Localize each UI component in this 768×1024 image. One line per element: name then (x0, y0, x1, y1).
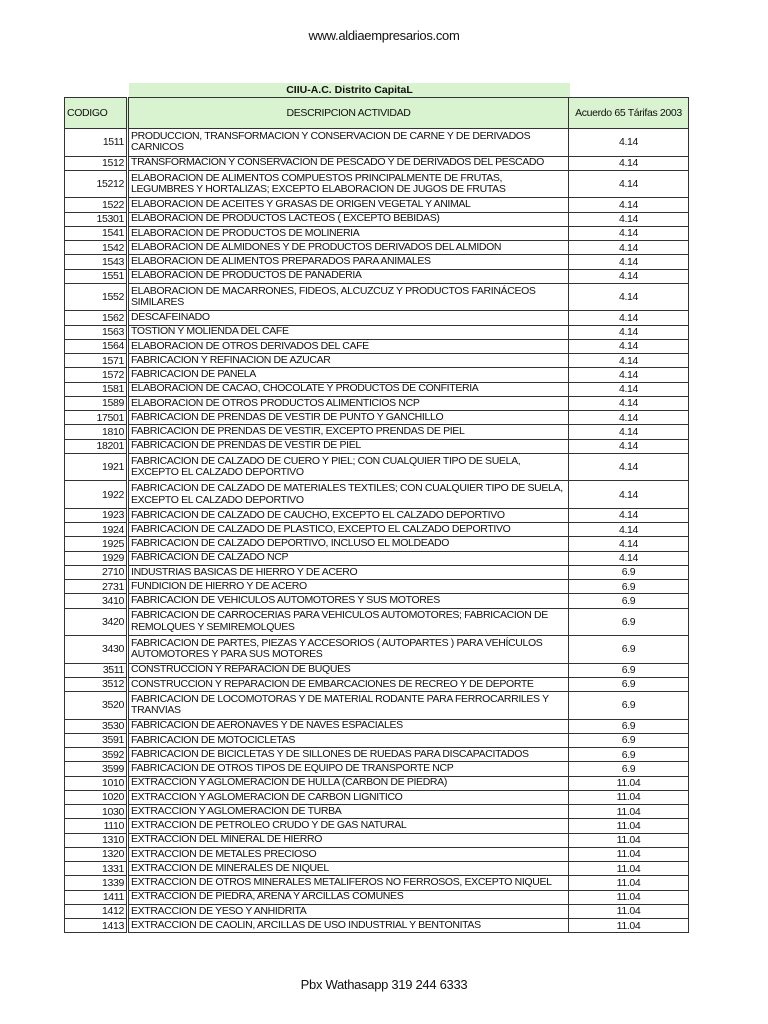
activity-description: FABRICACION DE CALZADO DE CAUCHO, EXCEPTO EL CALZADO DEPORTIVO (128, 508, 569, 522)
activity-code: 3592 (65, 748, 128, 762)
table-row (65, 890, 689, 904)
table-row (65, 198, 689, 212)
activity-tarifa: 6.9 (569, 748, 689, 762)
table-row (65, 636, 689, 664)
table-row (65, 339, 689, 353)
table-row (65, 481, 689, 509)
table-row (65, 226, 689, 240)
table-row (65, 608, 689, 636)
footer-contact: Pbx Wathasapp 319 244 6333 (300, 977, 468, 992)
activity-description: FABRICACION DE CALZADO DE CUERO Y PIEL; CON CUALQUIER TIPO DE SUELA, EXCEPTO EL CALZADO DEPORTIVO (128, 453, 569, 481)
activity-code: 3420 (65, 608, 128, 636)
table-row (65, 733, 689, 747)
activity-code: 3410 (65, 594, 128, 608)
activity-tarifa: 6.9 (569, 719, 689, 733)
activity-tarifa: 4.14 (569, 453, 689, 481)
activity-tarifa: 6.9 (569, 692, 689, 720)
activity-description: EXTRACCION Y AGLOMERACION DE TURBA (128, 805, 569, 819)
table-row (65, 919, 689, 933)
activity-tarifa: 4.14 (569, 269, 689, 283)
activity-description: ELABORACION DE ALIMENTOS COMPUESTOS PRINCIPALMENTE DE FRUTAS, LEGUMBRES Y HORTALIZAS; EXCEPTO ELABORACION DE JUGOS DE FRUTAS (128, 170, 569, 198)
activity-code: 1010 (65, 776, 128, 790)
activity-tarifa: 11.04 (569, 805, 689, 819)
table-row (65, 748, 689, 762)
activity-code: 1339 (65, 876, 128, 890)
activity-description: FABRICACION DE CALZADO DE MATERIALES TEXTILES; CON CUALQUIER TIPO DE SUELA, EXCEPTO EL CALZADO DEPORTIVO (128, 481, 569, 509)
activity-code: 1572 (65, 368, 128, 382)
activity-code: 17501 (65, 411, 128, 425)
activity-code: 3530 (65, 719, 128, 733)
activity-tarifa: 4.14 (569, 226, 689, 240)
activity-code: 1543 (65, 255, 128, 269)
table-row (65, 396, 689, 410)
activity-code: 1923 (65, 508, 128, 522)
activity-tarifa: 4.14 (569, 537, 689, 551)
table-row (65, 508, 689, 522)
activity-description: ELABORACION DE OTROS PRODUCTOS ALIMENTICIOS NCP (128, 396, 569, 410)
activity-tarifa: 4.14 (569, 439, 689, 453)
activity-description: ELABORACION DE MACARRONES, FIDEOS, ALCUZCUZ Y PRODUCTOS FARINÁCEOS SIMILARES (128, 283, 569, 311)
activity-code: 1331 (65, 862, 128, 876)
table-row (65, 876, 689, 890)
activity-tarifa: 4.14 (569, 382, 689, 396)
activity-description: ELABORACION DE CACAO, CHOCOLATE Y PRODUCTOS DE CONFITERIA (128, 382, 569, 396)
activity-code: 1522 (65, 198, 128, 212)
activity-code: 1413 (65, 919, 128, 933)
activity-description: FABRICACION DE PARTES, PIEZAS Y ACCESORIOS ( AUTOPARTES ) PARA VEHÍCULOS AUTOMOTORES Y PARA SUS MOTORES (128, 636, 569, 664)
activity-tarifa: 11.04 (569, 919, 689, 933)
activity-tarifa: 4.14 (569, 523, 689, 537)
table-row (65, 425, 689, 439)
activity-code: 1564 (65, 339, 128, 353)
activity-tarifa: 4.14 (569, 156, 689, 170)
activity-description: FABRICACION DE AERONAVES Y DE NAVES ESPACIALES (128, 719, 569, 733)
activity-description: ELABORACION DE ALMIDONES Y DE PRODUCTOS DERIVADOS DEL ALMIDON (128, 241, 569, 255)
activity-description: EXTRACCION Y AGLOMERACION DE CARBON LIGNITICO (128, 790, 569, 804)
activity-code: 2731 (65, 580, 128, 594)
activity-code: 1541 (65, 226, 128, 240)
activity-tarifa: 6.9 (569, 733, 689, 747)
activity-description: FABRICACION DE CALZADO DEPORTIVO, INCLUSO EL MOLDEADO (128, 537, 569, 551)
activity-tarifa: 11.04 (569, 890, 689, 904)
activity-code: 1551 (65, 269, 128, 283)
activity-description: CONSTRUCCION Y REPARACION DE EMBARCACIONES DE RECREO Y DE DEPORTE (128, 677, 569, 691)
activity-code: 1924 (65, 523, 128, 537)
activity-description: EXTRACCION DE YESO Y ANHIDRITA (128, 904, 569, 918)
activity-description: ELABORACION DE ACEITES Y GRASAS DE ORIGEN VEGETAL Y ANIMAL (128, 198, 569, 212)
table-row (65, 719, 689, 733)
table-row (65, 663, 689, 677)
table-row (65, 354, 689, 368)
activity-code: 1929 (65, 551, 128, 565)
activity-code: 3512 (65, 677, 128, 691)
activity-description: ELABORACION DE PRODUCTOS DE MOLINERIA (128, 226, 569, 240)
table-row (65, 439, 689, 453)
activity-description: TOSTION Y MOLIENDA DEL CAFE (128, 325, 569, 339)
table-row (65, 776, 689, 790)
activity-tarifa: 4.14 (569, 368, 689, 382)
activity-tarifa: 4.14 (569, 212, 689, 226)
activity-tarifa: 4.14 (569, 396, 689, 410)
table-row (65, 269, 689, 283)
activity-description: EXTRACCION DE PIEDRA, ARENA Y ARCILLAS COMUNES (128, 890, 569, 904)
table-row (65, 805, 689, 819)
activity-code: 3520 (65, 692, 128, 720)
activity-code: 1589 (65, 396, 128, 410)
activity-code: 1581 (65, 382, 128, 396)
activity-tarifa: 11.04 (569, 862, 689, 876)
table-row (65, 677, 689, 691)
activity-tarifa: 4.14 (569, 508, 689, 522)
activity-description: ELABORACION DE PRODUCTOS LACTEOS ( EXCEPTO BEBIDAS) (128, 212, 569, 226)
activity-tarifa: 4.14 (569, 311, 689, 325)
activity-tarifa: 11.04 (569, 876, 689, 890)
activity-tarifa: 4.14 (569, 354, 689, 368)
table-row (65, 311, 689, 325)
table-row (65, 692, 689, 720)
ciiu-table (64, 97, 689, 933)
activity-code: 1552 (65, 283, 128, 311)
activity-tarifa: 11.04 (569, 904, 689, 918)
table-row (65, 255, 689, 269)
table-row (65, 580, 689, 594)
activity-description: EXTRACCION DE PETROLEO CRUDO Y DE GAS NATURAL (128, 819, 569, 833)
table-row (65, 833, 689, 847)
activity-tarifa: 11.04 (569, 790, 689, 804)
activity-code: 1511 (65, 129, 128, 157)
activity-code: 3599 (65, 762, 128, 776)
activity-tarifa: 6.9 (569, 565, 689, 579)
column-header-tarifa: Acuerdo 65 Tárifas 2003 (569, 98, 689, 129)
table-row (65, 847, 689, 861)
activity-description: FABRICACION Y REFINACION DE AZUCAR (128, 354, 569, 368)
activity-description: FABRICACION DE LOCOMOTORAS Y DE MATERIAL RODANTE PARA FERROCARRILES Y TRANVIAS (128, 692, 569, 720)
activity-description: FABRICACION DE PANELA (128, 368, 569, 382)
activity-description: FABRICACION DE MOTOCICLETAS (128, 733, 569, 747)
activity-tarifa: 4.14 (569, 325, 689, 339)
activity-description: FABRICACION DE CALZADO DE PLASTICO, EXCEPTO EL CALZADO DEPORTIVO (128, 523, 569, 537)
table-row (65, 537, 689, 551)
table-row (65, 523, 689, 537)
activity-code: 1310 (65, 833, 128, 847)
table-row (65, 453, 689, 481)
activity-description: FABRICACION DE VEHICULOS AUTOMOTORES Y SUS MOTORES (128, 594, 569, 608)
activity-tarifa: 4.14 (569, 129, 689, 157)
activity-code: 1020 (65, 790, 128, 804)
table-row (65, 790, 689, 804)
table-body (65, 129, 689, 933)
activity-tarifa: 4.14 (569, 198, 689, 212)
table-row (65, 762, 689, 776)
table-row (65, 170, 689, 198)
activity-description: DESCAFEINADO (128, 311, 569, 325)
activity-tarifa: 4.14 (569, 551, 689, 565)
activity-code: 1412 (65, 904, 128, 918)
activity-code: 1571 (65, 354, 128, 368)
activity-description: FABRICACION DE CALZADO NCP (128, 551, 569, 565)
column-header-code: CODIGO (65, 98, 128, 129)
activity-description: EXTRACCION DE OTROS MINERALES METALIFEROS NO FERROSOS, EXCEPTO NIQUEL (128, 876, 569, 890)
activity-description: ELABORACION DE PRODUCTOS DE PANADERIA (128, 269, 569, 283)
table-row (65, 212, 689, 226)
activity-description: ELABORACION DE ALIMENTOS PREPARADOS PARA ANIMALES (128, 255, 569, 269)
activity-description: FABRICACION DE OTROS TIPOS DE EQUIPO DE TRANSPORTE NCP (128, 762, 569, 776)
activity-description: PRODUCCION, TRANSFORMACION Y CONSERVACION DE CARNE Y DE DERIVADOS CARNICOS (128, 129, 569, 157)
activity-tarifa: 6.9 (569, 608, 689, 636)
activity-code: 1563 (65, 325, 128, 339)
activity-code: 1411 (65, 890, 128, 904)
activity-description: FABRICACION DE PRENDAS DE VESTIR, EXCEPTO PRENDAS DE PIEL (128, 425, 569, 439)
activity-code: 3591 (65, 733, 128, 747)
activity-tarifa: 4.14 (569, 481, 689, 509)
table-row (65, 368, 689, 382)
activity-code: 1921 (65, 453, 128, 481)
activity-tarifa: 4.14 (569, 170, 689, 198)
activity-tarifa: 4.14 (569, 425, 689, 439)
activity-code: 1562 (65, 311, 128, 325)
activity-code: 15301 (65, 212, 128, 226)
activity-code: 1030 (65, 805, 128, 819)
activity-description: INDUSTRIAS BASICAS DE HIERRO Y DE ACERO (128, 565, 569, 579)
activity-description: FUNDICION DE HIERRO Y DE ACERO (128, 580, 569, 594)
activity-tarifa: 11.04 (569, 833, 689, 847)
table-row (65, 862, 689, 876)
activity-description: EXTRACCION DE CAOLIN, ARCILLAS DE USO INDUSTRIAL Y BENTONITAS (128, 919, 569, 933)
table-row (65, 565, 689, 579)
activity-code: 1925 (65, 537, 128, 551)
activity-tarifa: 11.04 (569, 776, 689, 790)
activity-description: CONSTRUCCION Y REPARACION DE BUQUES (128, 663, 569, 677)
activity-code: 3511 (65, 663, 128, 677)
activity-tarifa: 6.9 (569, 636, 689, 664)
activity-code: 1810 (65, 425, 128, 439)
activity-description: FABRICACION DE PRENDAS DE VESTIR DE PIEL (128, 439, 569, 453)
activity-description: ELABORACION DE OTROS DERIVADOS DEL CAFE (128, 339, 569, 353)
activity-code: 15212 (65, 170, 128, 198)
activity-tarifa: 6.9 (569, 594, 689, 608)
column-header-description: DESCRIPCION ACTIVIDAD (128, 98, 569, 129)
activity-tarifa: 4.14 (569, 411, 689, 425)
table-row (65, 325, 689, 339)
activity-tarifa: 4.14 (569, 339, 689, 353)
table-row (65, 156, 689, 170)
table-header-row (65, 98, 689, 129)
activity-tarifa: 4.14 (569, 255, 689, 269)
table-title: CIIU-A.C. Distrito CapitaL (129, 83, 570, 97)
activity-code: 1110 (65, 819, 128, 833)
activity-code: 18201 (65, 439, 128, 453)
activity-description: EXTRACCION Y AGLOMERACION DE HULLA (CARBON DE PIEDRA) (128, 776, 569, 790)
activity-code: 2710 (65, 565, 128, 579)
activity-tarifa: 4.14 (569, 283, 689, 311)
table-row (65, 283, 689, 311)
activity-tarifa: 11.04 (569, 819, 689, 833)
activity-description: FABRICACION DE CARROCERIAS PARA VEHICULOS AUTOMOTORES; FABRICACION DE REMOLQUES Y SEMIREMOLQUES (128, 608, 569, 636)
activity-code: 1512 (65, 156, 128, 170)
activity-description: EXTRACCION DE MINERALES DE NIQUEL (128, 862, 569, 876)
table-row (65, 904, 689, 918)
table-row (65, 382, 689, 396)
activity-code: 1320 (65, 847, 128, 861)
site-url: www.aldiaempresarios.com (308, 28, 460, 43)
table-row (65, 819, 689, 833)
activity-description: EXTRACCION DE METALES PRECIOSO (128, 847, 569, 861)
table-row (65, 551, 689, 565)
activity-tarifa: 6.9 (569, 580, 689, 594)
activity-description: FABRICACION DE BICICLETAS Y DE SILLONES DE RUEDAS PARA DISCAPACITADOS (128, 748, 569, 762)
table-row (65, 129, 689, 157)
table-row (65, 594, 689, 608)
activity-tarifa: 11.04 (569, 847, 689, 861)
activity-tarifa: 6.9 (569, 677, 689, 691)
activity-description: EXTRACCION DEL MINERAL DE HIERRO (128, 833, 569, 847)
activity-code: 1922 (65, 481, 128, 509)
activity-tarifa: 4.14 (569, 241, 689, 255)
activity-description: TRANSFORMACION Y CONSERVACION DE PESCADO Y DE DERIVADOS DEL PESCADO (128, 156, 569, 170)
activity-code: 1542 (65, 241, 128, 255)
activity-description: FABRICACION DE PRENDAS DE VESTIR DE PUNTO Y GANCHILLO (128, 411, 569, 425)
activity-code: 3430 (65, 636, 128, 664)
activity-tarifa: 6.9 (569, 762, 689, 776)
table-row (65, 241, 689, 255)
activity-tarifa: 6.9 (569, 663, 689, 677)
table-row (65, 411, 689, 425)
